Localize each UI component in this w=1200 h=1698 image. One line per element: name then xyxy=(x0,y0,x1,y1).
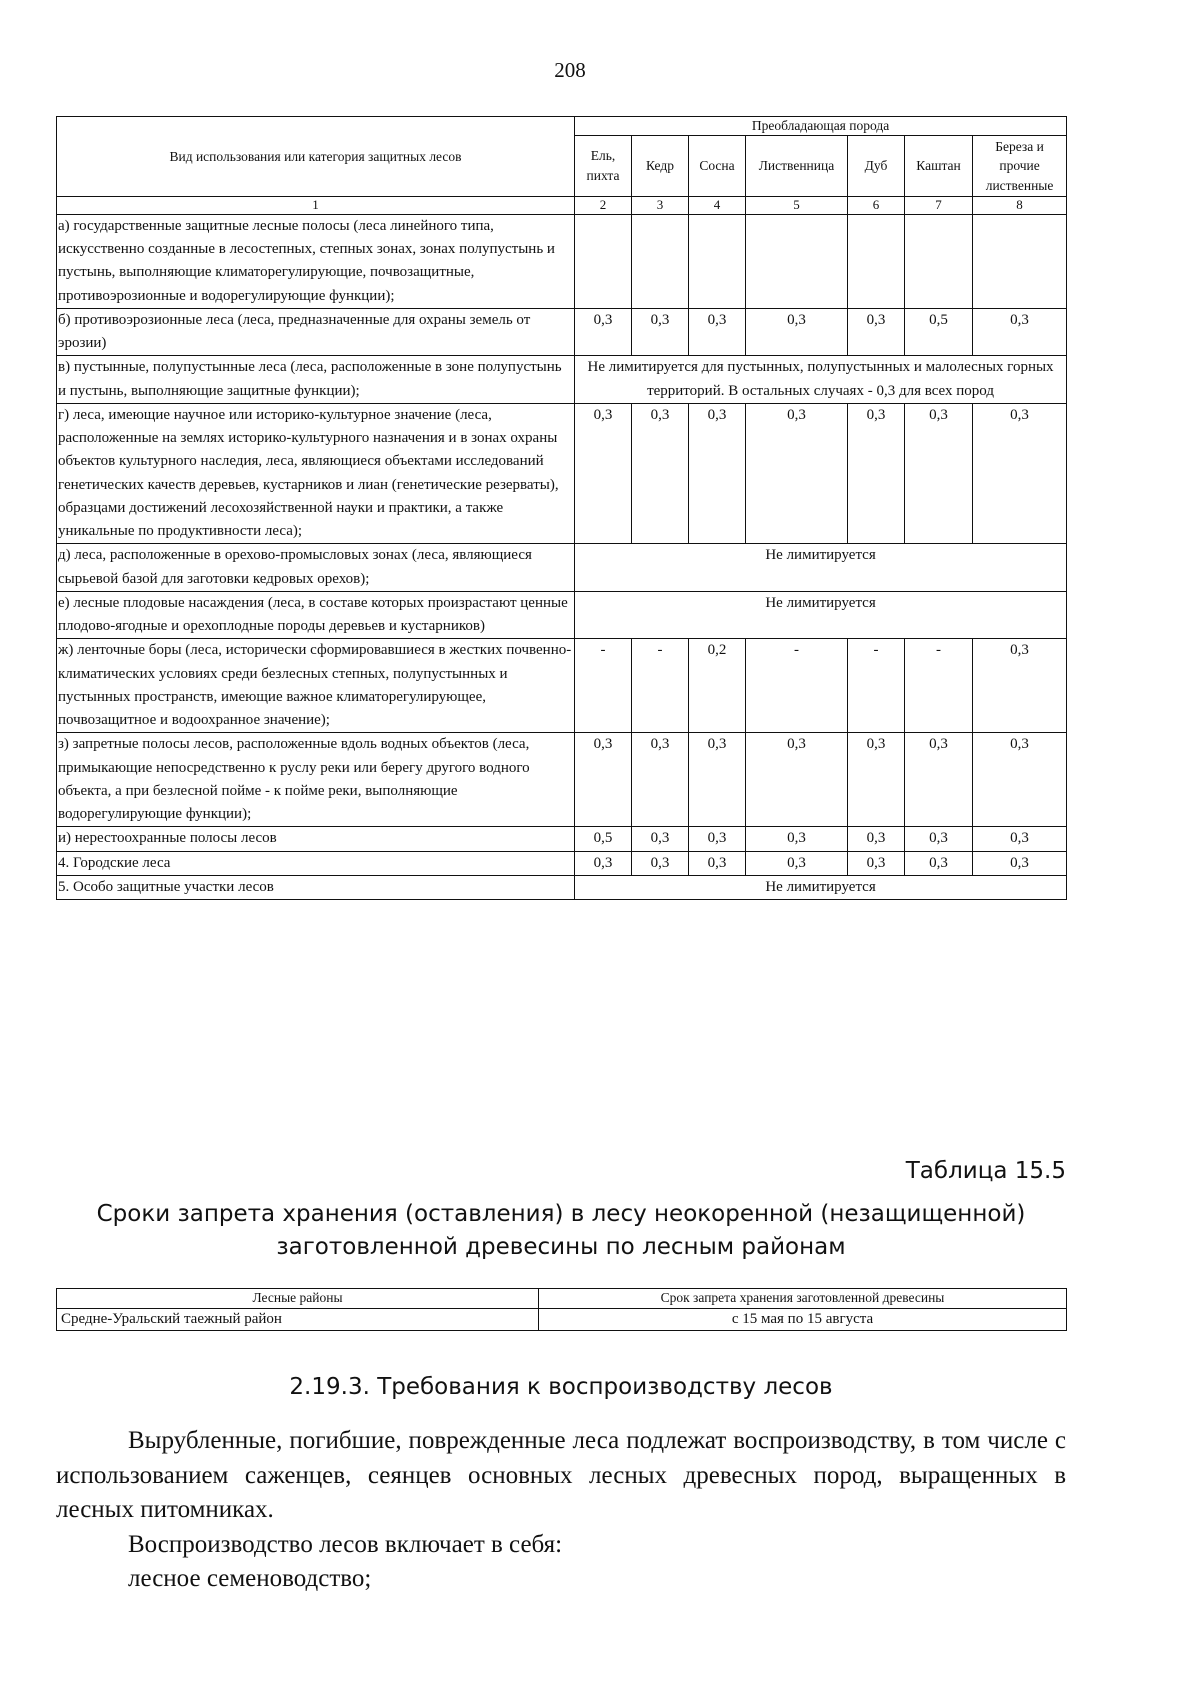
column-number: 5 xyxy=(746,197,848,215)
forest-region-cell: Средне-Уральский таежный район xyxy=(57,1308,539,1330)
category-cell: з) запретные полосы лесов, расположенные вдоль водных объектов (леса, примыкающие непосредственно к руслу реки или берегу другого водного объекта, а при безлесной пойме - к пойме реки, выполняющие водорегулирующие функции); xyxy=(57,733,575,827)
category-cell: е) лесные плодовые насаждения (леса, в составе которых произрастают ценные плодово-ягодные и орехоплодные породы деревьев и кустарников) xyxy=(57,591,575,639)
column-number: 1 xyxy=(57,197,575,215)
table-row xyxy=(57,733,1067,827)
category-cell: ж) ленточные боры (леса, исторически сформировавшиеся в жестких почвенно-климатических условиях среди безлесных степных, полупустынных и пустынных пространств, имеющие важное климаторегулирующее, почвозащитное и водоохранное значение); xyxy=(57,639,575,733)
value-cell: 0,3 xyxy=(973,403,1067,544)
value-cell: 0,3 xyxy=(746,733,848,827)
ban-period-cell: с 15 мая по 15 августа xyxy=(539,1308,1067,1330)
table-row xyxy=(57,639,1067,733)
value-cell: 0,3 xyxy=(905,827,973,851)
value-cell xyxy=(575,214,632,308)
category-cell: д) леса, расположенные в орехово-промысловых зонах (леса, являющиеся сырьевой базой для заготовки кедровых орехов); xyxy=(57,544,575,592)
value-cell: 0,3 xyxy=(632,403,689,544)
category-cell: а) государственные защитные лесные полосы (леса линейного типа, искусственно созданные в лесостепных, степных зонах, зонах полупустынь и пустынь, выполняющие климаторегулирующие, почвозащитные, противоэрозионные и водорегулирующие функции); xyxy=(57,214,575,308)
table-title xyxy=(56,1198,1066,1265)
header-species: Дуб xyxy=(848,136,905,197)
value-cell: 0,3 xyxy=(575,403,632,544)
value-cell xyxy=(689,214,746,308)
table-row xyxy=(57,851,1067,875)
value-cell: 0,5 xyxy=(575,827,632,851)
table-row xyxy=(57,591,1067,639)
value-cell: - xyxy=(746,639,848,733)
header-species: Лиственница xyxy=(746,136,848,197)
value-cell: 0,3 xyxy=(632,827,689,851)
value-cell: 0,5 xyxy=(905,308,973,356)
table-row xyxy=(57,1308,1067,1330)
table-row xyxy=(57,356,1067,404)
value-cell: 0,3 xyxy=(575,851,632,875)
value-cell: 0,3 xyxy=(632,308,689,356)
value-cell: 0,3 xyxy=(973,639,1067,733)
page-number: 208 xyxy=(554,58,586,82)
header-ban-period: Срок запрета хранения заготовленной древесины xyxy=(539,1289,1067,1309)
value-cell: 0,3 xyxy=(746,403,848,544)
column-number: 6 xyxy=(848,197,905,215)
value-cell: 0,3 xyxy=(575,308,632,356)
value-cell: 0,3 xyxy=(848,403,905,544)
value-cell: 0,3 xyxy=(848,851,905,875)
category-cell: в) пустынные, полупустынные леса (леса, расположенные в зоне полупустынь и пустынь, выполняющие защитные функции); xyxy=(57,356,575,404)
header-species: Береза и прочие лиственные xyxy=(973,136,1067,197)
value-cell: 0,3 xyxy=(689,733,746,827)
value-cell: 0,3 xyxy=(848,308,905,356)
category-cell: и) нерестоохранные полосы лесов xyxy=(57,827,575,851)
value-cell xyxy=(973,214,1067,308)
table-row xyxy=(57,214,1067,308)
value-cell: 0,3 xyxy=(973,851,1067,875)
value-cell: 0,3 xyxy=(632,851,689,875)
value-cell: - xyxy=(632,639,689,733)
body-text xyxy=(56,1424,1066,1597)
paragraph: Воспроизводство лесов включает в себя: xyxy=(128,1530,563,1558)
value-cell: 0,3 xyxy=(632,733,689,827)
header-species-group: Преобладающая порода xyxy=(575,117,1067,136)
value-cell xyxy=(746,214,848,308)
category-cell: 4. Городские леса xyxy=(57,851,575,875)
value-cell: 0,3 xyxy=(905,851,973,875)
value-cell: 0,3 xyxy=(973,827,1067,851)
column-number: 7 xyxy=(905,197,973,215)
value-cell: 0,2 xyxy=(689,639,746,733)
header-species: Каштан xyxy=(905,136,973,197)
value-cell: 0,3 xyxy=(973,308,1067,356)
value-cell: 0,3 xyxy=(689,851,746,875)
value-cell: 0,3 xyxy=(848,733,905,827)
value-cell: 0,3 xyxy=(746,308,848,356)
column-number: 8 xyxy=(973,197,1067,215)
value-cell: - xyxy=(905,639,973,733)
merged-value-cell: Не лимитируется для пустынных, полупустынных и малолесных горных территорий. В остальных случаях - 0,3 для всех пород xyxy=(575,356,1067,404)
value-cell: 0,3 xyxy=(689,827,746,851)
value-cell: 0,3 xyxy=(905,403,973,544)
paragraph: Вырубленные, погибшие, поврежденные леса подлежат воспроизводству, в том числе с использованием саженцев, сеянцев основных лесных древесных пород, выращенных в лесных питомниках. xyxy=(56,1427,1066,1523)
value-cell: 0,3 xyxy=(575,733,632,827)
table-row xyxy=(57,308,1067,356)
header-category: Вид использования или категория защитных лесов xyxy=(57,117,575,197)
table-row xyxy=(57,403,1067,544)
header-species: Сосна xyxy=(689,136,746,197)
value-cell xyxy=(848,214,905,308)
table-row xyxy=(57,827,1067,851)
category-cell: б) противоэрозионные леса (леса, предназначенные для охраны земель от эрозии) xyxy=(57,308,575,356)
value-cell: 0,3 xyxy=(746,851,848,875)
header-species: Ель, пихта xyxy=(575,136,632,197)
storage-ban-table xyxy=(56,1288,1067,1331)
header-forest-region: Лесные районы xyxy=(57,1289,539,1309)
column-number: 4 xyxy=(689,197,746,215)
merged-value-cell: Не лимитируется xyxy=(575,591,1067,639)
column-number-row xyxy=(57,197,1067,215)
value-cell: 0,3 xyxy=(905,733,973,827)
column-number: 3 xyxy=(632,197,689,215)
table-title-line: заготовленной древесины по лесным районам xyxy=(276,1234,846,1261)
value-cell: 0,3 xyxy=(746,827,848,851)
forest-use-table xyxy=(56,116,1067,900)
table-label: Таблица 15.5 xyxy=(905,1158,1066,1184)
section-heading: 2.19.3. Требования к воспроизводству лесов xyxy=(289,1374,833,1400)
value-cell: 0,3 xyxy=(689,403,746,544)
value-cell: 0,3 xyxy=(848,827,905,851)
table-row xyxy=(57,544,1067,592)
category-cell: г) леса, имеющие научное или историко-культурное значение (леса, расположенные на землях историко-культурного назначения и в зонах охраны объектов культурного наследия, леса, являющиеся объектами исследований генетических качеств деревьев, кустарников и лиан (генетические резерваты), образцами достижений лесохозяйственной науки и практики, а также уникальные по продуктивности леса); xyxy=(57,403,575,544)
table-row xyxy=(57,875,1067,899)
header-species: Кедр xyxy=(632,136,689,197)
column-number: 2 xyxy=(575,197,632,215)
table-title-line: Сроки запрета хранения (оставления) в лесу неокоренной (незащищенной) xyxy=(96,1201,1026,1227)
value-cell xyxy=(632,214,689,308)
category-cell: 5. Особо защитные участки лесов xyxy=(57,875,575,899)
merged-value-cell: Не лимитируется xyxy=(575,544,1067,592)
paragraph: лесное семеноводство; xyxy=(128,1565,372,1592)
value-cell: - xyxy=(575,639,632,733)
value-cell: - xyxy=(848,639,905,733)
value-cell xyxy=(905,214,973,308)
value-cell: 0,3 xyxy=(689,308,746,356)
merged-value-cell: Не лимитируется xyxy=(575,875,1067,899)
value-cell: 0,3 xyxy=(973,733,1067,827)
